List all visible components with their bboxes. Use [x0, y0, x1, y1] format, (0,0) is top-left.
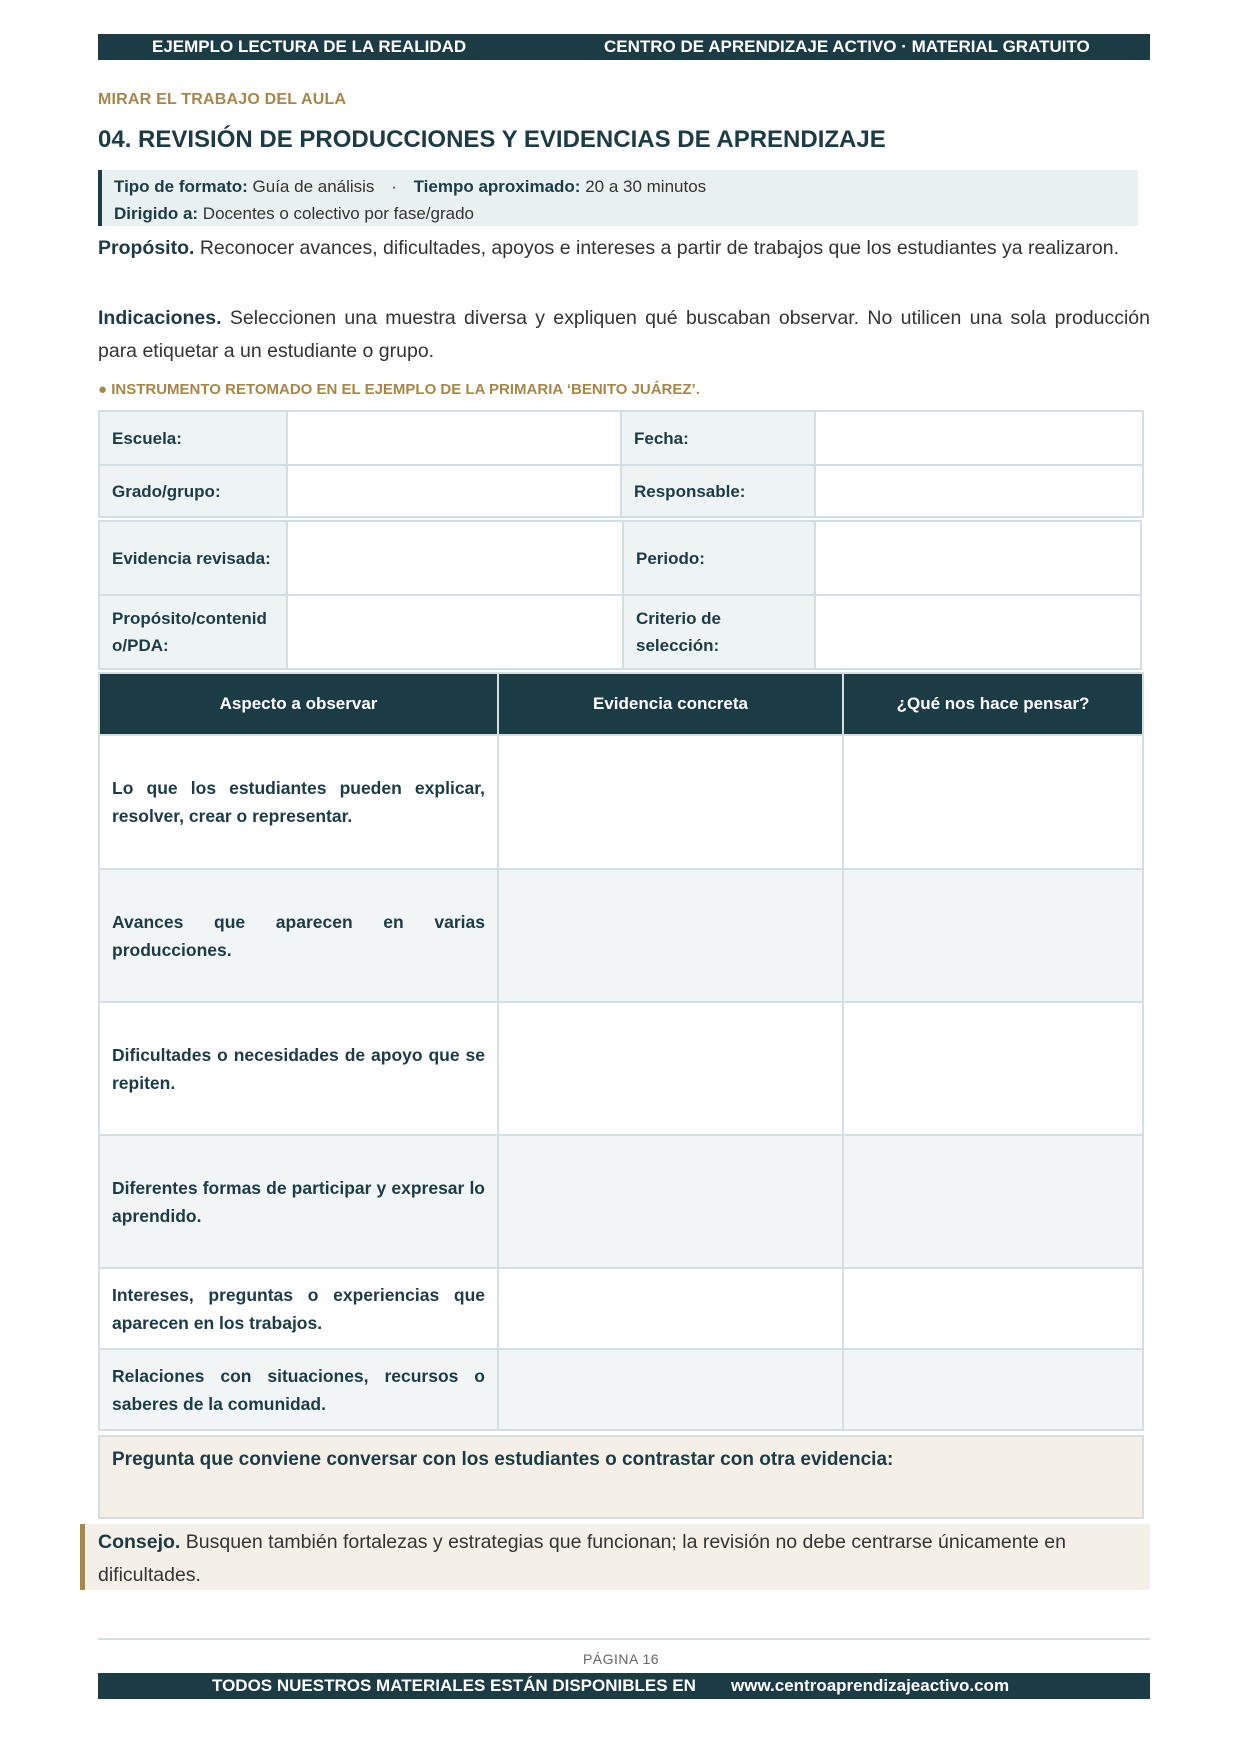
- format-value: Guía de análisis: [252, 177, 375, 196]
- footer-website-link[interactable]: www.centroaprendizajeactivo.com: [731, 1676, 1010, 1695]
- responsible-field[interactable]: [814, 464, 1144, 518]
- meta-separator: ·: [391, 177, 397, 196]
- evidence-label-text: Evidencia revisada:: [112, 548, 271, 568]
- table-row-aspect: [98, 734, 499, 870]
- responsible-label: Responsable:: [620, 464, 816, 518]
- aspect-text: Intereses, preguntas o experiencias que aparecen en los trabajos.: [112, 1284, 485, 1333]
- purpose-text: Reconocer avances, dificultades, apoyos e intereses a partir de trabajos que los estudiantes ya realizaron.: [199, 237, 1120, 259]
- table-row-aspect: [98, 1267, 499, 1350]
- audience-label: Dirigido a:: [114, 204, 199, 223]
- aspect-text: Lo que los estudiantes pueden explicar, resolver, crear o representar.: [112, 778, 485, 826]
- evidence-cell[interactable]: [497, 1001, 844, 1136]
- table-row-aspect: [98, 1001, 499, 1136]
- format-line: [114, 173, 1138, 200]
- evidence-cell[interactable]: [497, 1348, 844, 1431]
- thinking-cell[interactable]: [842, 734, 1144, 870]
- audience-value: Docentes o colectivo por fase/grado: [202, 204, 475, 223]
- time-label: Tiempo aproximado:: [413, 177, 581, 196]
- date-label: Fecha:: [620, 410, 816, 466]
- thinking-cell[interactable]: [842, 1001, 1144, 1136]
- thinking-cell[interactable]: [842, 1134, 1144, 1269]
- evidence-label: [98, 520, 288, 596]
- period-label: Periodo:: [622, 520, 816, 596]
- format-info-box: [98, 170, 1138, 226]
- column-header-thinking: ¿Qué nos hace pensar?: [842, 672, 1144, 736]
- question-box[interactable]: [98, 1435, 1144, 1519]
- table-row-aspect: [98, 868, 499, 1003]
- tip-box: [80, 1524, 1150, 1590]
- aspect-text: Dificultades o necesidades de apoyo que se repiten.: [112, 1044, 485, 1093]
- column-header-aspect: Aspecto a observar: [98, 672, 499, 736]
- thinking-cell[interactable]: [842, 1267, 1144, 1350]
- criterion-label: [622, 594, 816, 670]
- question-prompt: Pregunta que conviene conversar con los estudiantes o contrastar con otra evidencia:: [112, 1449, 894, 1470]
- page-title: 04. REVISIÓN DE PRODUCCIONES Y EVIDENCIAS DE APRENDIZAJE: [98, 126, 886, 153]
- audience-line: [114, 200, 1138, 227]
- header-bar: [98, 34, 1150, 60]
- purpose-content-field[interactable]: [286, 594, 624, 670]
- time-value: 20 a 30 minutos: [585, 177, 707, 196]
- table-row-aspect: [98, 1134, 499, 1269]
- aspect-text: Avances que aparecen en varias producciones.: [112, 911, 485, 960]
- date-field[interactable]: [814, 410, 1144, 466]
- purpose-content-label-text: Propósito/contenido/PDA:: [112, 609, 267, 655]
- school-label: Escuela:: [98, 410, 288, 466]
- purpose-label: Propósito.: [98, 237, 195, 259]
- column-header-evidence: Evidencia concreta: [497, 672, 844, 736]
- aspect-text: Diferentes formas de participar y expresar lo aprendido.: [112, 1177, 485, 1226]
- evidence-cell[interactable]: [497, 1267, 844, 1350]
- instrument-label: ● INSTRUMENTO RETOMADO EN EL EJEMPLO DE LA PRIMARIA ‘BENITO JUÁREZ’.: [98, 381, 700, 398]
- section-kicker: MIRAR EL TRABAJO DEL AULA: [98, 91, 347, 108]
- evidence-cell[interactable]: [497, 734, 844, 870]
- footer-left-text: TODOS NUESTROS MATERIALES ESTÁN DISPONIBLES EN: [212, 1676, 696, 1695]
- table-row-aspect: [98, 1348, 499, 1431]
- aspect-text: Relaciones con situaciones, recursos o saberes de la comunidad.: [112, 1365, 485, 1414]
- header-right-text: CENTRO DE APRENDIZAJE ACTIVO · MATERIAL GRATUITO: [604, 37, 1090, 56]
- criterion-field[interactable]: [814, 594, 1142, 670]
- evidence-cell[interactable]: [497, 868, 844, 1003]
- instructions-label: Indicaciones.: [98, 307, 222, 329]
- purpose-content-label: [98, 594, 288, 670]
- format-label: Tipo de formato:: [114, 177, 248, 196]
- tip-text: Busquen también fortalezas y estrategias que funcionan; la revisión no debe centrarse únicamente en dificultades.: [98, 1531, 1066, 1586]
- thinking-cell[interactable]: [842, 1348, 1144, 1431]
- instructions-text: Seleccionen una muestra diversa y expliquen qué buscaban observar. No utilicen una sola producción para etiquetar a un estudiante o grupo.: [98, 307, 1150, 362]
- footer-divider: [98, 1638, 1150, 1640]
- instructions-paragraph: [98, 302, 1150, 368]
- footer-bar: [98, 1673, 1150, 1699]
- evidence-cell[interactable]: [497, 1134, 844, 1269]
- tip-label: Consejo.: [98, 1531, 181, 1553]
- purpose-paragraph: [98, 232, 1150, 265]
- grade-label: Grado/grupo:: [98, 464, 288, 518]
- period-field[interactable]: [814, 520, 1142, 596]
- header-left-text: EJEMPLO LECTURA DE LA REALIDAD: [152, 37, 467, 56]
- school-field[interactable]: [286, 410, 622, 466]
- evidence-field[interactable]: [286, 520, 624, 596]
- grade-field[interactable]: [286, 464, 622, 518]
- criterion-label-text: Criterio de selección:: [636, 609, 722, 655]
- thinking-cell[interactable]: [842, 868, 1144, 1003]
- page-number: PÁGINA 16: [582, 1651, 660, 1667]
